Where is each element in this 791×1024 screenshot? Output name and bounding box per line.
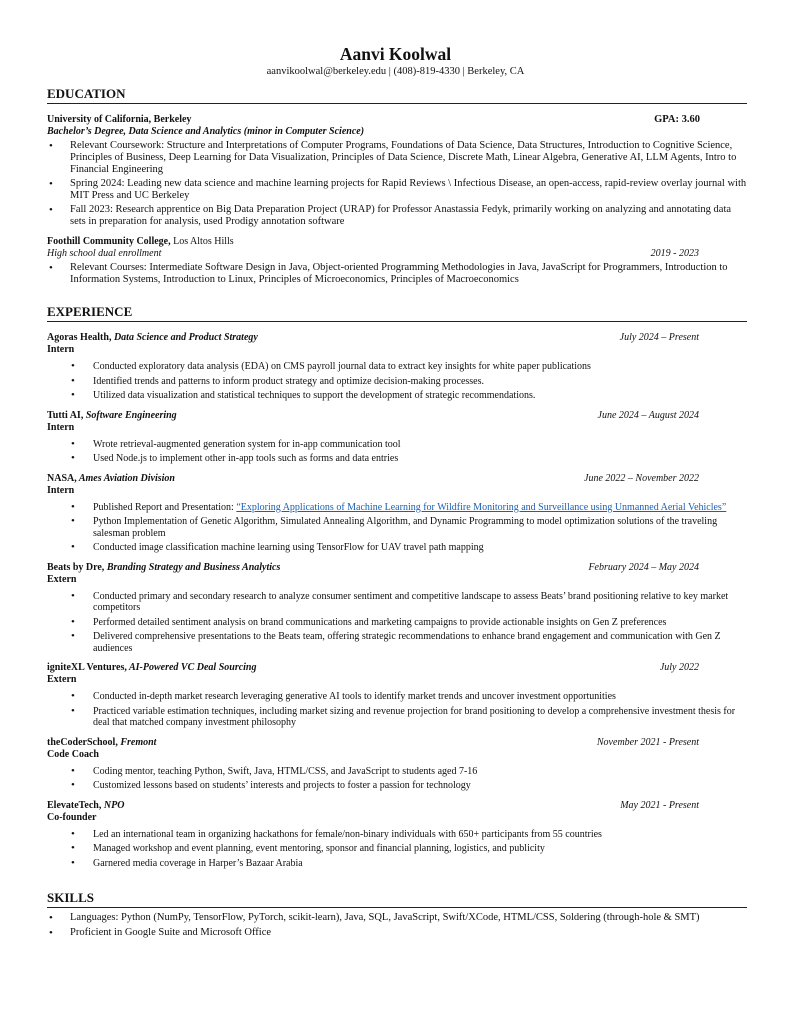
candidate-name: Aanvi Koolwal — [339, 44, 452, 64]
resume-header — [0, 44, 791, 78]
duties-list — [47, 691, 747, 729]
list-item: • Relevant Courses: Intermediate Software Design in Java, Object-oriented Programming Methodologies in Java, JavaScript for Programmers, Introduction to Information Systems, Introduction to Linux, Principles of Microeconomics, Principles of Macroeconomics — [47, 262, 747, 286]
list-item: • Garnered media coverage in Harper’s Bazaar Arabia — [47, 858, 747, 870]
list-item: • Coding mentor, teaching Python, Swift, Java, HTML/CSS, and JavaScript to students aged 7-16 — [47, 766, 747, 778]
list-item: • Relevant Coursework: Structure and Interpretations of Computer Programs, Foundations of Data Science, Data Structures, Introduction to Cognitive Science, Principles of Business, Deep Learning for Data Visualization, Principles of Data Science, Discrete Math, Linear Algebra, Generative AI, LLM Agents, Intro to Financial Engineering — [47, 140, 747, 176]
list-item: • Languages: Python (NumPy, TensorFlow, PyTorch, scikit-learn), Java, SQL, JavaScript, Swift/XCode, HTML/CSS, Soldering (through-hole & SMT) — [47, 912, 747, 924]
date-range: February 2024 – May 2024 — [588, 561, 699, 573]
skills-section — [47, 890, 747, 942]
date-range: June 2022 – November 2022 — [584, 472, 699, 484]
list-item: • Performed detailed sentiment analysis on brand communications and marketing campaigns to provide actionable insights on Gen Z preferences — [47, 617, 747, 629]
list-item: • Identified trends and patterns to inform product strategy and optimize decision-making processes. — [47, 376, 747, 388]
list-item: • Conducted primary and secondary research to analyze consumer sentiment and competitive landscape to assess Beats’ brand positioning relative to key market competitors — [47, 591, 747, 614]
list-item — [47, 502, 747, 514]
list-item: • Led an international team in organizing hackathons for female/non-binary individuals with 650+ participants from 55 countries — [47, 829, 747, 841]
list-item: • Conducted in-depth market research leveraging generative AI tools to identify market trends and uncover investment opportunities — [47, 691, 747, 703]
degree: Bachelor’s Degree, Data Science and Analytics (minor in Computer Science) — [47, 126, 365, 137]
company-name: Beats by Dre, — [47, 561, 105, 573]
job-role: Co-founder — [47, 811, 97, 823]
experience-heading: EXPERIENCE — [47, 304, 747, 322]
company-name: NASA, — [47, 472, 77, 484]
duties-list — [47, 439, 747, 465]
school-location: Los Altos Hills — [170, 236, 234, 247]
list-item: • Wrote retrieval-augmented generation system for in-app communication tool — [47, 439, 747, 451]
duties-list — [47, 591, 747, 655]
date-range: 2019 - 2023 — [650, 248, 699, 259]
list-item: • Customized lessons based on students’ interests and projects to foster a passion for technology — [47, 780, 747, 792]
list-item: • Practiced variable estimation techniques, including market sizing and revenue projection for brand positioning to develop a comprehensive investment thesis for deal that matched company investment philosophy — [47, 706, 747, 729]
department: Ames Aviation Division — [76, 472, 175, 484]
list-item: • Proficient in Google Suite and Microsoft Office — [47, 927, 747, 939]
job-role: Extern — [47, 573, 77, 585]
education-heading: EDUCATION — [47, 86, 747, 104]
job-role: Intern — [47, 344, 75, 355]
department: Fremont — [117, 736, 157, 748]
date-range: May 2021 - Present — [620, 799, 699, 811]
department: NPO — [101, 799, 125, 811]
job-role: Extern — [47, 674, 77, 685]
list-item: • Delivered comprehensive presentations to the Beats team, offering strategic recommendations to enhance brand engagement and communication with Gen Z audiences — [47, 631, 747, 654]
experience-section — [47, 304, 747, 872]
skills-list — [47, 912, 747, 939]
skills-heading: SKILLS — [47, 890, 747, 908]
job-role: Intern — [47, 421, 75, 433]
department: AI-Powered VC Deal Sourcing — [126, 662, 257, 673]
company-name: igniteXL Ventures, — [47, 662, 127, 673]
list-item: • Python Implementation of Genetic Algorithm, Simulated Annealing Algorithm, and Dynamic Programming to model optimization solutions of the traveling salesman problem — [47, 516, 747, 539]
duties-list — [47, 361, 747, 402]
company-name: ElevateTech, — [47, 799, 102, 811]
enrollment-type: High school dual enrollment — [47, 248, 162, 259]
coursework-list — [47, 140, 747, 228]
department: Software Engineering — [83, 409, 177, 421]
duties-list — [47, 829, 747, 870]
date-range: July 2024 – Present — [619, 332, 699, 343]
gpa: GPA: 3.60 — [654, 114, 700, 125]
department: Data Science and Product Strategy — [111, 332, 258, 343]
courses-list — [47, 262, 747, 286]
date-range: July 2022 — [659, 662, 699, 673]
education-entry — [47, 236, 747, 286]
contact-line: aanvikoolwal@berkeley.edu | (408)-819-4330 | Berkeley, CA — [266, 66, 525, 77]
experience-entry — [47, 662, 747, 729]
date-range: November 2021 - Present — [596, 736, 699, 748]
list-item: • Spring 2024: Leading new data science and machine learning projects for Rapid Reviews \ Infectious Disease, an open-access, rapid-review overlay journal with MIT Press and UC Berkeley — [47, 178, 747, 202]
experience-entry — [47, 410, 747, 465]
school-name: University of California, Berkeley — [47, 114, 192, 125]
education-section — [47, 86, 747, 288]
publication-link[interactable]: “Exploring Applications of Machine Learning for Wildfire Monitoring and Surveillance using Unmanned Aerial Vehicles” — [236, 501, 727, 513]
school-name: Foothill Community College, — [47, 236, 171, 247]
experience-entry — [47, 332, 747, 402]
list-item: • Managed workshop and event planning, event mentoring, sponsor and financial planning, logistics, and publicity — [47, 843, 747, 855]
list-item: • Utilized data visualization and statistical techniques to support the development of strategic recommendations. — [47, 390, 747, 402]
list-item: • Conducted image classification machine learning using TensorFlow for UAV travel path mapping — [47, 542, 747, 554]
publication-prefix: Published Report and Presentation: — [93, 501, 237, 513]
company-name: theCoderSchool, — [47, 736, 118, 748]
company-name: Tutti AI, — [47, 409, 84, 421]
date-range: June 2024 – August 2024 — [597, 409, 699, 421]
job-role: Code Coach — [47, 748, 99, 760]
department: Branding Strategy and Business Analytics — [104, 561, 281, 573]
experience-entry — [47, 473, 747, 554]
list-item: • Conducted exploratory data analysis (EDA) on CMS payroll journal data to extract key insights for white paper publications — [47, 361, 747, 373]
job-role: Intern — [47, 484, 75, 496]
experience-entry — [47, 562, 747, 655]
company-name: Agoras Health, — [47, 332, 112, 343]
education-entry — [47, 114, 747, 228]
experience-entry — [47, 737, 747, 792]
duties-list — [47, 502, 747, 554]
duties-list — [47, 766, 747, 792]
list-item: • Fall 2023: Research apprentice on Big Data Preparation Project (URAP) for Professor Anastassia Fedyk, primarily working on analyzing and annotating data sets in preparation for analysis, used Prodigy annotation software — [47, 204, 747, 228]
experience-entry — [47, 800, 747, 870]
list-item: • Used Node.js to implement other in-app tools such as forms and data entries — [47, 453, 747, 465]
